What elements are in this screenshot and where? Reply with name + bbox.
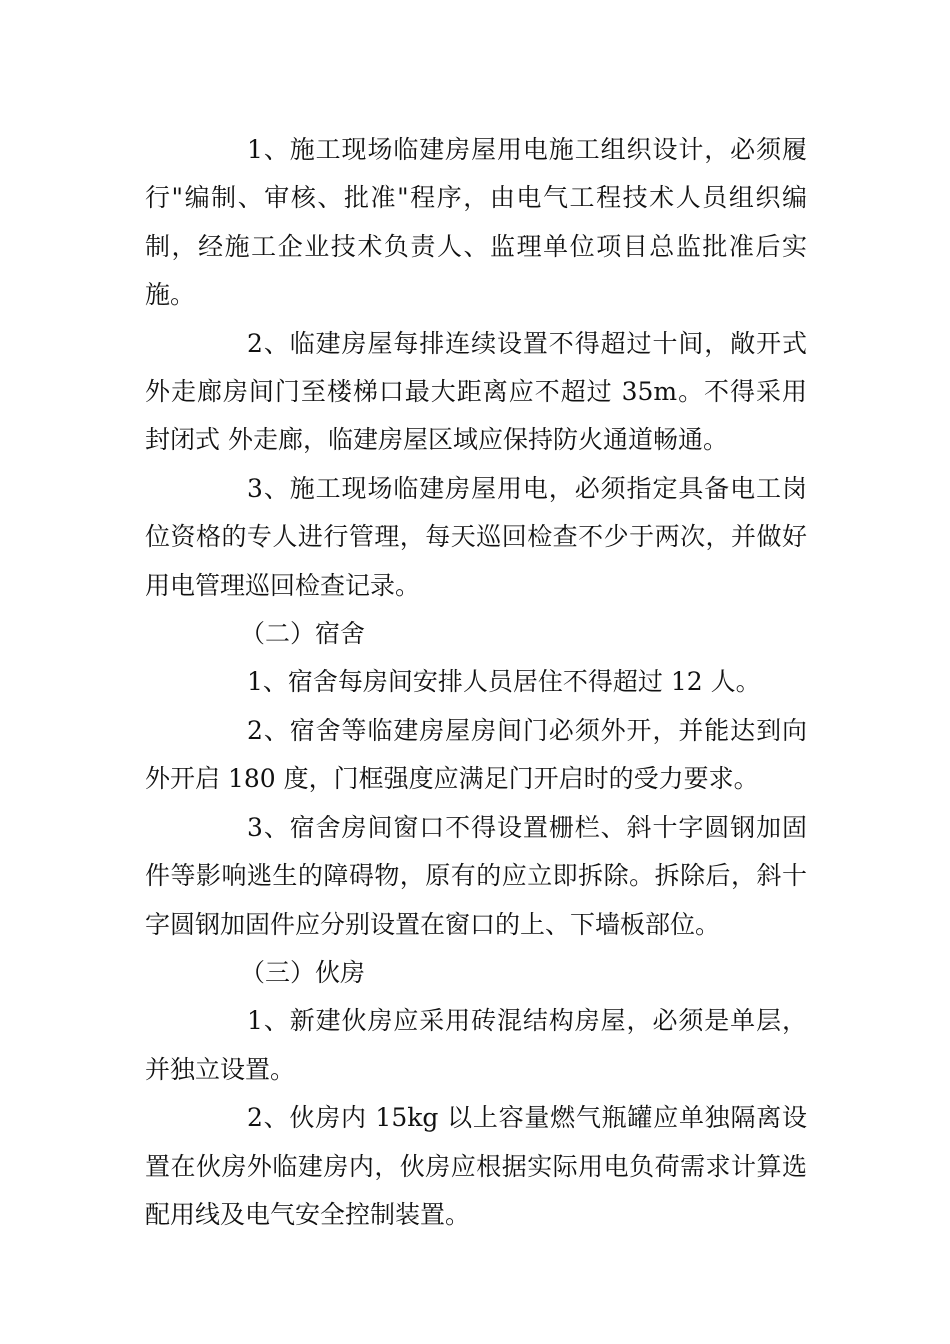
document-body [145,126,807,1239]
paragraph-housing-row-limit: 2、临建房屋每排连续设置不得超过十间，敞开式外走廊房间门至楼梯口最大距离应不超过 35m。不得采用封闭式 外走廊，临建房屋区域应保持防火通道畅通。 [145,328,807,455]
paragraph-dormitory-window: 3、宿舍房间窗口不得设置栅栏、斜十字圆钢加固件等影响逃生的障碍物，原有的应立即拆除。拆除后，斜十字圆钢加固件应分别设置在窗口的上、下墙板部位。 [145,812,807,939]
paragraph-kitchen-structure: 1、新建伙房应采用砖混结构房屋，必须是单层，并独立设置。 [145,1006,807,1084]
paragraph-housing-electrician: 3、施工现场临建房屋用电，必须指定具备电工岗位资格的专人进行管理，每天巡回检查不少于两次，并做好用电管理巡回检查记录。 [145,473,807,600]
section-heading-dormitory: （二）宿舍 [240,619,366,649]
paragraph-housing-electrical-design: 1、施工现场临建房屋用电施工组织设计，必须履行"编制、审核、批准"程序，由电气工程技术人员组织编制，经施工企业技术负责人、监理单位项目总监批准后实施。 [145,135,807,310]
paragraph-dormitory-door: 2、宿舍等临建房屋房间门必须外开，并能达到向外开启 180 度，门框强度应满足门开启时的受力要求。 [145,715,807,794]
paragraph-dormitory-occupancy: 1、宿舍每房间安排人员居住不得超过 12 人。 [247,667,761,697]
paragraph-kitchen-gas: 2、伙房内 15kg 以上容量燃气瓶罐应单独隔离设置在伙房外临建房内，伙房应根据实际用电负荷需求计算选配用线及电气安全控制装置。 [145,1103,807,1229]
section-heading-kitchen: （三）伙房 [240,957,366,987]
